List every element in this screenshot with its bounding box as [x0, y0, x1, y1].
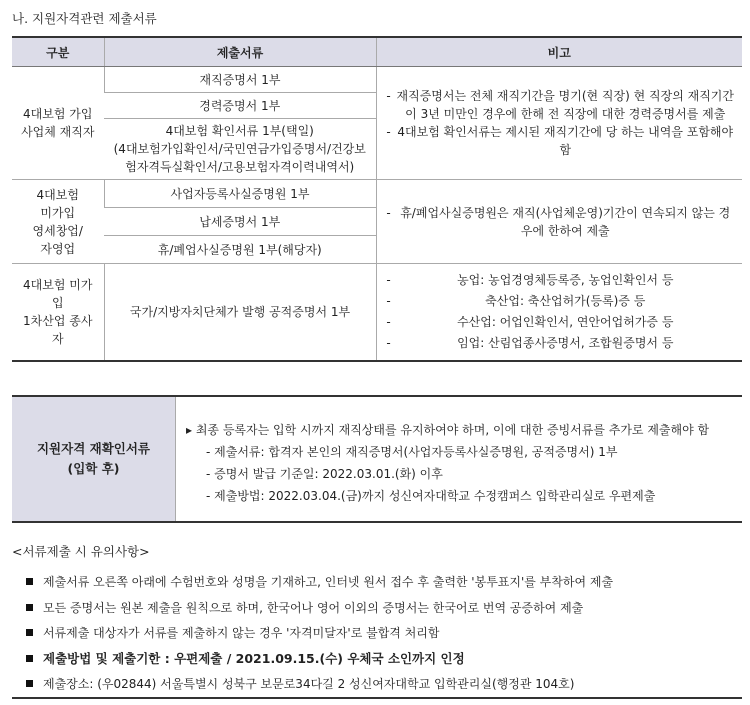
reconfirm-main [186, 419, 742, 441]
doc-cell: 휴/폐업사실증명원 1부(해당자) [104, 236, 376, 264]
reconfirm-box [12, 395, 742, 523]
remark-text: 수산업: 어업인확인서, 연안어업허가증 등 [457, 315, 674, 329]
reconfirm-sub-text: 제출방법: 2022.03.04.(금)까지 성신여자대학교 수정캠퍼스 입학관리실로 우편제출 [214, 489, 656, 503]
category-line: 사업체 재직자 [21, 125, 95, 139]
table-row [12, 67, 742, 93]
cautions-list [26, 569, 613, 697]
reconfirm-label-line: 지원자격 재확인서류 [36, 441, 151, 456]
remark-text: 축산업: 축산업허가(등록)증 등 [485, 294, 646, 308]
caution-text: 제출장소: (우02844) 서울특별시 성북구 보문로34다길 2 성신여자대학교 입학관리실(행정관 104호) [43, 677, 575, 692]
square-bullet-icon [26, 604, 33, 611]
remarks-cell: - 농업: 농업경영체등록증, 농업인확인서 등 - 축산업: 축산업허가(등록)증 등 - 수산업: 어업인확인서, 연안어업허가증 등 - 임업: 산림업종사증명서, 조합원증명서 등 [376, 264, 742, 362]
section-title: 나. 지원자격관련 제출서류 [12, 11, 157, 26]
category-line: 4대보험 [36, 187, 79, 202]
remark-text: 농업: 농업경영체등록증, 농업인확인서 등 [457, 273, 674, 287]
doc-cell [104, 119, 376, 180]
remarks-cell: - 휴/폐업사실증명원은 재직(사업체운영)기간이 연속되지 않는 경우에 한하여 제출 [376, 180, 742, 264]
cautions-title: <서류제출 시 유의사항> [12, 544, 150, 559]
category-line: 4대보험 가입 [23, 107, 93, 121]
table-header-row [12, 37, 742, 67]
doc-text: 4대보험 확인서류 1부(택일) [165, 124, 314, 138]
remark-text: 휴/폐업사실증명원은 재직(사업체운영)기간이 연속되지 않는 경우에 한하여 제출 [400, 205, 731, 238]
doc-cell: 사업자등록사실증명원 1부 [104, 180, 376, 208]
reconfirm-sub-text: 증명서 발급 기준일: 2022.03.01.(화) 이후 [214, 467, 443, 481]
reconfirm-sub: - 제출서류: 합격자 본인의 재직증명서(사업자등록사실증명원, 공적증명서) 1부 [206, 445, 618, 459]
caution-text: 제출서류 오른쪽 아래에 수험번호와 성명을 기재하고, 인터넷 원서 접수 후 출력한 '봉투표지'를 부착하여 제출 [43, 575, 614, 590]
header-remarks: 비고 [376, 37, 742, 67]
list-item [26, 620, 613, 646]
square-bullet-icon [26, 655, 33, 662]
header-category: 구분 [12, 37, 104, 67]
remark-text: 4대보험 확인서류는 제시된 재직기간에 당 하는 내역을 포함해야 함 [397, 125, 734, 157]
reconfirm-label [12, 397, 176, 521]
caution-text: 제출방법 및 제출기한 : 우편제출 / 2021.09.15.(수) 우체국 소인까지 인정 [43, 651, 465, 667]
category-line: 미가입 [40, 205, 76, 220]
caution-text: 모든 증명서는 원본 제출을 원칙으로 하며, 한국어나 영어 이외의 증명서는 한국어로 번역 공증하여 제출 [43, 600, 584, 615]
reconfirm-sub-text: 제출서류: 합격자 본인의 재직증명서(사업자등록사실증명원, 공적증명서) 1부 [214, 445, 618, 459]
doc-cell: 국가/지방자치단체가 발행 공적증명서 1부 [104, 264, 376, 362]
reconfirm-body [176, 397, 742, 521]
reconfirm-sub: - 제출방법: 2022.03.04.(금)까지 성신여자대학교 수정캠퍼스 입학관리실로 우편제출 [206, 489, 656, 503]
doc-text: (4대보험가입확인서/국민연금가입증명서/건강보험자격득실확인서/고용보험자격이력내역서) [113, 142, 366, 174]
category-cell [12, 180, 104, 264]
doc-cell: 재직증명서 1부 [104, 67, 376, 93]
list-item [26, 671, 613, 697]
doc-cell: 납세증명서 1부 [104, 208, 376, 236]
category-line: 4대보험 미가입 [23, 278, 93, 310]
doc-cell: 경력증명서 1부 [104, 93, 376, 119]
reconfirm-sub: - 증명서 발급 기준일: 2022.03.01.(화) 이후 [206, 467, 443, 481]
triangle-bullet-icon: ▸ [186, 423, 196, 437]
remarks-cell: - 재직증명서는 전체 재직기간을 명기(현 직장) 현 직장의 재직기간이 3년 미만인 경우에 한해 전 직장에 대한 경력증명서를 제출 - 4대보험 확인서류는 제시된 재직기간에 당 하는 내역을 포함해야 함 [376, 67, 742, 180]
list-item [26, 595, 613, 621]
header-documents: 제출서류 [104, 37, 376, 67]
documents-table [12, 36, 742, 362]
category-line: 자영업 [40, 241, 76, 256]
category-line: 영세창업/ [32, 223, 83, 238]
remark-text: 임업: 산림업종사증명서, 조합원증명서 등 [457, 336, 674, 350]
reconfirm-main-text: 최종 등록자는 입학 시까지 재직상태를 유지하여야 하며, 이에 대한 증빙서류를 추가로 제출해야 함 [195, 423, 710, 437]
remark-text: 재직증명서는 전체 재직기간을 명기(현 직장) 현 직장의 재직기간이 3년 미만인 경우에 한해 전 직장에 대한 경력증명서를 제출 [396, 89, 734, 121]
reconfirm-label-line: (입학 후) [67, 461, 120, 476]
square-bullet-icon [26, 629, 33, 636]
category-cell [12, 67, 104, 180]
table-row [12, 180, 742, 208]
category-line: 1차산업 종사자 [23, 314, 93, 346]
category-cell [12, 264, 104, 362]
square-bullet-icon [26, 680, 33, 687]
list-item [26, 569, 613, 595]
caution-text: 서류제출 대상자가 서류를 제출하지 않는 경우 '자격미달자'로 불합격 처리함 [43, 626, 440, 641]
table-row [12, 264, 742, 362]
square-bullet-icon [26, 578, 33, 585]
list-item [26, 646, 613, 672]
bottom-divider [12, 697, 742, 699]
